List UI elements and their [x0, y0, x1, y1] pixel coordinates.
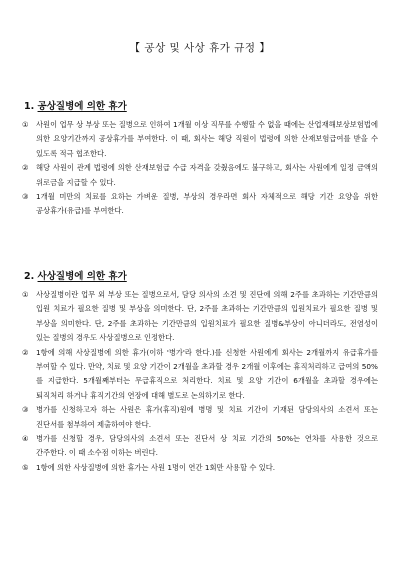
section-heading: [22, 268, 378, 282]
section-number: 1.: [24, 101, 35, 112]
list-item: [22, 346, 378, 404]
item-number: ①: [22, 120, 29, 129]
item-number: ④: [22, 434, 29, 444]
document-title: 【 공상 및 사상 휴가 규정 】: [129, 42, 271, 54]
item-text: 해당 사원이 관계 법령에 의한 산재보험급 수급 자격을 갖췄음에도 불구하고, 회사는 사원에게 일정 금액의 위로금을 지급할 수 있다.: [36, 163, 378, 187]
item-number: ①: [22, 290, 29, 299]
item-text: 병가를 신청하고자 하는 사원은 휴가(휴직)원에 병명 및 치료 기간이 기재된 담당의사의 소견서 또는 진단서를 첨부하여 제출하여야 한다.: [36, 405, 378, 429]
item-number: ③: [22, 405, 29, 415]
item-number: ②: [22, 347, 29, 357]
list-item: [22, 161, 378, 190]
item-text: 병가를 신청할 경우, 담당의사의 소견서 또는 진단서 상 치료 기간의 50%는 연차를 사용한 것으로 간주한다. 이 때 소수점 이하는 버린다.: [36, 434, 378, 458]
list-item: [22, 190, 378, 219]
list-item: [22, 288, 378, 346]
item-text: 1개월 미만의 치료를 요하는 가벼운 질병, 부상의 경우라면 회사 자체적으로 해당 기간 요양을 위한 공상휴가(유급)를 부여한다.: [36, 192, 378, 216]
item-number: ③: [22, 192, 29, 202]
list-item: [22, 432, 378, 461]
section-heading: [22, 98, 378, 112]
section-title: 사상질병에 의한 휴가: [37, 271, 127, 282]
section-non-occupational-leave: [22, 268, 378, 475]
list-item: [22, 118, 378, 161]
list-item: [22, 461, 378, 475]
item-text: 1항에 의한 사상질병에 의한 휴가는 사원 1명이 연간 1회만 사용할 수 있다.: [36, 462, 276, 472]
item-number: ⑤: [22, 462, 29, 472]
section-number: 2.: [24, 271, 35, 282]
list-item: [22, 403, 378, 432]
item-text: 사원이 업무 상 부상 또는 질병으로 인하여 1개월 이상 직무를 수행할 수 없을 때에는 산업재해보상보험법에 의한 요양기간까지 공상휴가를 부여한다. 이 때, 회사는 해당 직원이 법령에 의한 산재보험급여를 받을 수 있도록 적극 협조한다.: [36, 120, 378, 158]
section-occupational-leave: [22, 98, 378, 219]
item-text: 1항에 의해 사상질병에 의한 휴가(이하 '병가'라 한다.)를 신청한 사원에게 회사는 2개월까지 유급휴가를 부여할 수 있다. 만약, 치료 및 요양 기간이 2개월을 초과할 경우 2개월 이후에는 휴직처리하고 급여의 50%를 지급한다. 5개월째부터는 무급휴직으로 처리한다. 치료 및 요양 기간이 6개월을 초과할 경우에는 퇴직처리 하거나 휴직기간의 연장에 대해 별도로 논의하기로 한다.: [36, 347, 378, 400]
item-text: 사상질병이란 업무 외 부상 또는 질병으로서, 담당 의사의 소견 및 진단에 의해 2주를 초과하는 기간만큼의 입원 치료가 필요한 질병 및 부상을 의미한다. 단, 2주를 초과하는 기간만큼의 입원치료가 필요한 질병 및 부상을 의미한다. 단, 2주를 초과하는 기간만큼의 입원치료가 필요한 질병&부상이 아니더라도, 전염성이 있는 질병의 경우도 사상질병으로 인정한다.: [36, 290, 378, 343]
section-title: 공상질병에 의한 휴가: [37, 101, 127, 112]
item-number: ②: [22, 163, 29, 173]
